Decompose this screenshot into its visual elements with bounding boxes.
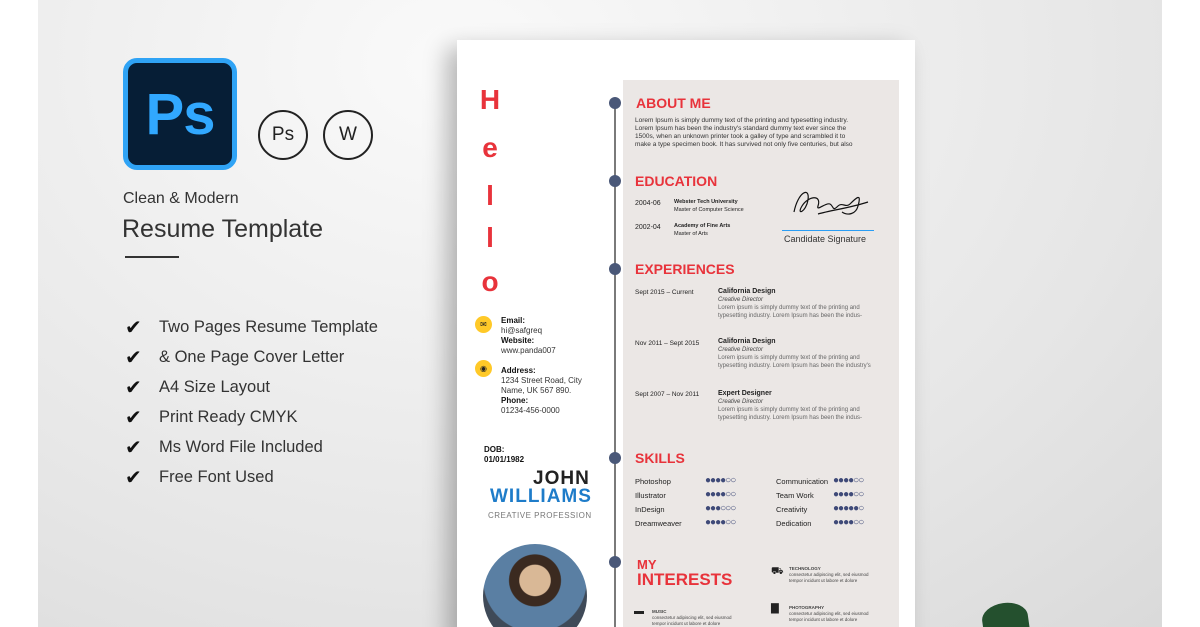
address-label: Address:: [501, 366, 536, 375]
skill-rating: ●●●●○○: [833, 517, 864, 528]
feature-label: & One Page Cover Letter: [159, 347, 345, 366]
photoshop-logo-text: Ps: [145, 81, 215, 147]
photoshop-logo: [123, 58, 237, 170]
experience-text: typesetting industry. Lorem Ipsum has been the indus-: [718, 415, 862, 421]
skill-name: Illustrator: [635, 491, 666, 500]
list-item: [125, 342, 378, 372]
title-divider: [125, 256, 179, 258]
interest-entry: [652, 609, 732, 627]
check-icon: ✔: [125, 376, 142, 399]
contact-block-email: [501, 316, 556, 356]
experience-period: Sept 2015 – Current: [635, 289, 694, 296]
background-edge-right: [1162, 0, 1200, 627]
skill-name: InDesign: [635, 505, 665, 514]
education-degree: Master of Arts: [674, 231, 708, 237]
hello-letter: o: [481, 266, 499, 297]
dob-block: [484, 445, 524, 465]
skill-rating: ●●●●○○: [705, 489, 736, 500]
dob-value: 01/01/1982: [484, 455, 525, 464]
check-icon: ✔: [125, 466, 142, 489]
experience-text: typesetting industry. Lorem Ipsum has been the indus-: [718, 313, 862, 319]
website-label: Website:: [501, 336, 535, 345]
education-years: 2004-06: [635, 200, 661, 207]
experience-role: Creative Director: [718, 297, 764, 303]
badge-ps-label: Ps: [271, 124, 295, 145]
badge-w-label: W: [339, 124, 357, 145]
tagline: Clean & Modern: [123, 190, 239, 207]
experience-entry: [718, 288, 862, 320]
skill-name: Photoshop: [635, 477, 671, 486]
education-entry: [674, 198, 744, 214]
section-heading-education: EDUCATION: [635, 173, 718, 189]
word-badge-icon: [323, 110, 373, 160]
skill-name: Communication: [776, 477, 829, 486]
hello-letter: H: [479, 84, 501, 115]
address-line: Name, UK 567 890.: [501, 386, 572, 395]
list-item: [125, 402, 378, 432]
experience-entry: [718, 390, 862, 422]
check-icon: ✔: [125, 316, 142, 339]
hello-letter: l: [486, 180, 494, 211]
skill-name: Creativity: [776, 505, 808, 514]
first-name: JOHN: [533, 468, 590, 489]
about-line: make a type specimen book. It has survived not only five centuries, but also: [635, 141, 853, 148]
contact-block-address: [501, 366, 582, 416]
list-item: [125, 372, 378, 402]
last-name: WILLIAMS: [490, 486, 592, 507]
signature-label: Candidate Signature: [784, 234, 867, 244]
camera-icon: ▬: [634, 606, 644, 617]
experience-title: California Design: [718, 338, 776, 345]
location-icon: ◉: [475, 360, 492, 377]
experience-period: Sept 2007 – Nov 2011: [635, 391, 700, 398]
list-item: [125, 312, 378, 342]
experience-text: typesetting industry. Lorem Ipsum has been the industry's: [718, 363, 871, 369]
skill-rating: ●●●●●○: [833, 503, 864, 514]
timeline-dot: [609, 175, 621, 187]
skill-rating: ●●●●○○: [833, 475, 864, 486]
feature-list: [125, 312, 378, 492]
education-school: Academy of Fine Arts: [674, 223, 731, 229]
interest-text: consectetur adipiscing elit, sed eiusmod: [789, 611, 869, 616]
experience-role: Creative Director: [718, 399, 764, 405]
experience-period: Nov 2011 – Sept 2015: [635, 340, 700, 347]
experience-text: Lorem ipsum is simply dummy text of the printing and: [718, 355, 860, 361]
timeline-dot: [609, 556, 621, 568]
car-icon: ⛟: [771, 566, 784, 577]
list-item: [125, 432, 378, 462]
experience-title: Expert Designer: [718, 390, 772, 397]
section-heading-interests-2: INTERESTS: [637, 570, 733, 589]
feature-label: Ms Word File Included: [159, 437, 323, 456]
interest-text: consectetur adipiscing elit, sed eiusmod: [789, 572, 869, 577]
email-label: Email:: [501, 316, 526, 325]
interest-entry: [789, 566, 869, 584]
experience-entry: [718, 338, 871, 370]
list-item: [125, 462, 378, 492]
feature-label: A4 Size Layout: [159, 377, 270, 396]
email-value: hi@safgreq: [501, 326, 543, 335]
signature-image: [788, 182, 872, 226]
about-line: 1500s, when an unknown printer took a galley of type and scrambled it to: [635, 133, 846, 140]
phone-value: 01234-456-0000: [501, 406, 560, 415]
section-heading-about: ABOUT ME: [636, 95, 711, 111]
section-heading-experiences: EXPERIENCES: [635, 261, 735, 277]
photoshop-badge-icon: [258, 110, 308, 160]
experience-text: Lorem ipsum is simply dummy text of the printing and: [718, 407, 860, 413]
address-line: 1234 Street Road, City: [501, 376, 582, 385]
feature-label: Two Pages Resume Template: [159, 317, 378, 336]
phone-label: Phone:: [501, 396, 529, 405]
check-icon: ✔: [125, 436, 142, 459]
experience-text: Lorem ipsum is simply dummy text of the printing and: [718, 305, 860, 311]
background-edge-left: [0, 0, 38, 627]
email-icon: ✉: [475, 316, 492, 333]
hello-letter: e: [482, 132, 498, 163]
education-degree: Master of Computer Science: [674, 207, 744, 213]
experience-title: California Design: [718, 288, 776, 295]
experience-role: Creative Director: [718, 347, 764, 353]
briefcase-icon: ▇: [771, 603, 779, 614]
education-entry: [674, 222, 730, 238]
education-school: Webster Tech University: [674, 199, 738, 205]
skill-name: Team Work: [776, 491, 814, 500]
signature-line: [782, 230, 874, 231]
interest-title: TECHNOLOGY: [789, 566, 821, 571]
feature-label: Print Ready CMYK: [159, 407, 298, 426]
skill-name: Dedication: [776, 519, 812, 528]
profession: CREATIVE PROFESSION: [488, 511, 592, 520]
skill-rating: ●●●○○○: [705, 503, 736, 514]
about-line: Lorem Ipsum is simply dummy text of the printing and typesetting industry.: [635, 117, 849, 124]
dob-label: DOB:: [484, 445, 505, 454]
timeline-dot: [609, 263, 621, 275]
section-heading-skills: SKILLS: [635, 450, 685, 466]
education-years: 2002-04: [635, 224, 661, 231]
interest-text: tempor incidunt ut labore et dolore: [789, 578, 858, 583]
interest-title: PHOTOGRAPHY: [789, 605, 825, 610]
interest-title: MUSIC: [652, 609, 667, 614]
skill-name: Dreamweaver: [635, 519, 682, 528]
page-title: Resume Template: [122, 215, 324, 243]
skill-rating: ●●●●○○: [833, 489, 864, 500]
interest-entry: [789, 605, 869, 623]
about-line: Lorem Ipsum has been the industry's standard dummy text ever since the: [635, 125, 847, 132]
check-icon: ✔: [125, 406, 142, 429]
skill-rating: ●●●●○○: [705, 475, 736, 486]
interest-text: tempor incidunt ut labore et dolore: [789, 617, 858, 622]
website-value: www.panda007: [501, 346, 556, 355]
timeline-dot: [609, 97, 621, 109]
section-heading-interests-1: MY: [637, 557, 657, 572]
hello-letter: l: [486, 222, 494, 253]
interest-text: tempor incidunt ut labore et dolore: [652, 621, 721, 626]
timeline-dot: [609, 452, 621, 464]
feature-label: Free Font Used: [159, 467, 274, 486]
about-text: [635, 117, 853, 149]
check-icon: ✔: [125, 346, 142, 369]
skill-rating: ●●●●○○: [705, 517, 736, 528]
interest-text: consectetur adipiscing elit, sed eiusmod: [652, 615, 732, 620]
